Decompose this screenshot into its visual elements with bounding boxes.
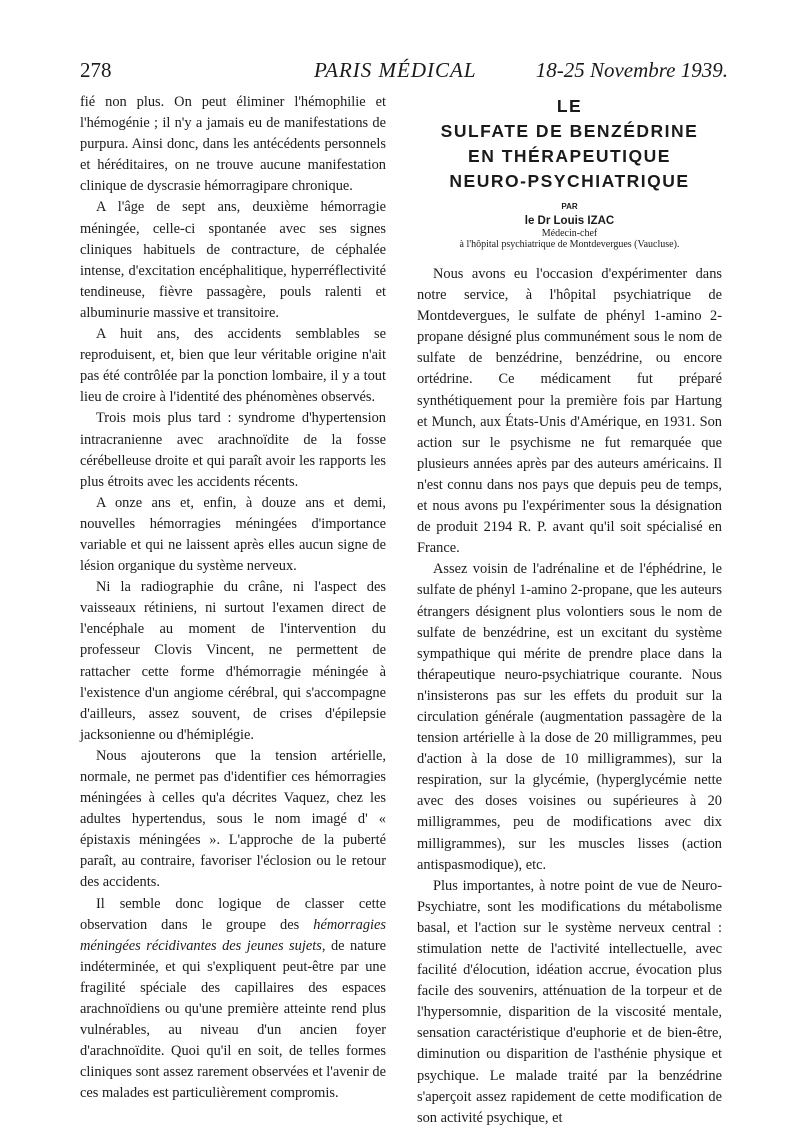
title-line: NEURO-PSYCHIATRIQUE [449, 171, 690, 191]
text-run: Il semble donc logique de classer cette observation dans le groupe des [80, 895, 386, 933]
author-affiliation: à l'hôpital psychiatrique de Montdevergues (Vaucluse). [459, 239, 680, 250]
author-role: Médecin-chef [541, 228, 598, 239]
author-name: le Dr Louis IZAC [524, 215, 615, 227]
paragraph: Trois mois plus tard : syndrome d'hypertension intracranienne avec arachnoïdite de la fosse cérébelleuse droite et qui paraît avoir les rapports les plus étroits avec les accidents récents. [80, 410, 386, 490]
paragraph: Ni la radiographie du crâne, ni l'aspect des vaisseaux rétiniens, ni surtout l'examen direct de l'encéphale au moment de l'intervention du professeur Clovis Vincent, ne permettent de rattacher cette forme d'hémorragie méningée à l'existence d'un angiome cérébral, qui s'accompagne d'ailleurs, assez souvent, de crises d'épilepsie jacksonienne ou d'hémiplégie. [80, 579, 386, 743]
title-line: LE [556, 96, 583, 116]
text-run: , de nature indéterminée, et qui s'expliquent peut-être par une fragilité spéciale des capillaires des espaces arachnoïdiens ou qu'une première atteinte rend plus vulnérables, au niveau d'un ancien foyer d'arachnoïdite. Quoi qu'il en soit, de telles formes cliniques sont assez rarement observées et l'avenir de ces malades est particulièrement compromis. [80, 937, 386, 1102]
paragraph: A onze ans et, enfin, à douze ans et demi, nouvelles hémorragies méningées d'importance variable et qui ne laissent après elles aucun signe de lésion organique du système nerveux. [80, 494, 386, 575]
issue-date: 18-25 Novembre 1939. [535, 58, 728, 82]
title-line: EN THÉRAPEUTIQUE [468, 146, 671, 166]
page-number: 278 [80, 58, 112, 82]
page-header [80, 54, 728, 88]
right-column [417, 92, 722, 1129]
title-line: SULFATE DE BENZÉDRINE [440, 121, 699, 141]
left-column [80, 92, 386, 1105]
paragraph: A huit ans, des accidents semblables se reproduisent, et, bien que leur véritable origine n'ait pas été contrôlée par la ponction lombaire, il y a tout lieu de croire à l'identité des phénomènes observés. [80, 326, 386, 406]
paragraph [80, 894, 386, 1105]
paragraph: Assez voisin de l'adrénaline et de l'éphédrine, le sulfate de phényl 1-amino 2-propane, que les auteurs étrangers désignent plus volontiers sous le nom de sulfate de benzédrine, est un excitant du système sympathique qui mérite de prendre place dans la thérapeutique neuro-psychiatrique courante. Nous n'insisterons pas sur les effets du produit sur la circulation générale (augmentation passagère de la tension artérielle à la dose de 20 milligrammes, peu d'action à la dose de 10 milligrammes), sur la respiration, sur la glycémie, (hyperglycémie nette avec des doses voisines ou supérieures à 20 milligrammes, peu de modifications avec dix milligrammes), sur les muscles lisses (action antispasmodique), etc. [417, 561, 722, 873]
paragraph: Nous ajouterons que la tension artérielle, normale, ne permet pas d'identifier ces hémorragies méningées à celles qu'a décrites Vaquez, chez les adultes hypertendus, sous le nom imagé d' « épistaxis méningées ». L'approche de la puberté paraît, au contraire, favoriser l'éclosion ou le retour des accidents. [80, 747, 386, 891]
byline-par: PAR [561, 202, 578, 211]
emphasis-text: hémorragies méningées récidivantes des jeunes sujets [80, 916, 386, 954]
paragraph: Nous avons eu l'occasion d'expérimenter dans notre service, à l'hôpital psychiatrique de Montdevergues, le sulfate de phényl 1-amino 2-propane désigné plus communément sous le nom de sulfate de benzédrine, benzédrine, ou encore ortédrine. Ce médicament fut préparé synthétiquement pour la première fois par Hartung et Munch, aux États-Unis d'Amérique, en 1931. Son action sur le psychisme ne fut remarquée que plusieurs années après par des auteurs américains. Il n'est connu dans nos pays que depuis peu de temps, et nous avons pu l'expérimenter sous la désignation de produit 2194 R. P. avant qu'il soit spécialisé en France. [417, 266, 722, 557]
paragraph: A l'âge de sept ans, deuxième hémorragie méningée, celle-ci spontanée avec ses signes cliniques habituels de contracture, de céphalée intense, d'excitation encéphalitique, hyperréflectivité tendineuse, fièvre passagère, pouls ralenti et albuminurie massive et transitoire. [80, 199, 386, 321]
paragraph: fié non plus. On peut éliminer l'hémophilie et l'hémogénie ; il n'y a jamais eu de manifestations de purpura. Ainsi donc, dans les antécédents personnels et héréditaires, on ne trouve aucune manifestation clinique de dyscrasie hémorragipare chronique. [80, 94, 386, 195]
journal-title: PARIS MÉDICAL [314, 58, 477, 82]
paragraph: Plus importantes, à notre point de vue de Neuro-Psychiatre, sont les modifications du métabolisme basal, et l'action sur le système nerveux central : stimulation nette de l'activité intellectuelle, avec facilité d'élocution, idéation accrue, évocation plus facile des souvenirs, atténuation de la torpeur et de l'hypersomnie, disparition de la viscosité mentale, sensation caractéristique d'euphorie et de bien-être, diminution ou disparition de l'asthénie physique et psychique. Le malade traité par la benzédrine s'aperçoit assez rapidement de cette modification de son activité psychique, et [417, 877, 722, 1126]
article-title [417, 94, 722, 194]
